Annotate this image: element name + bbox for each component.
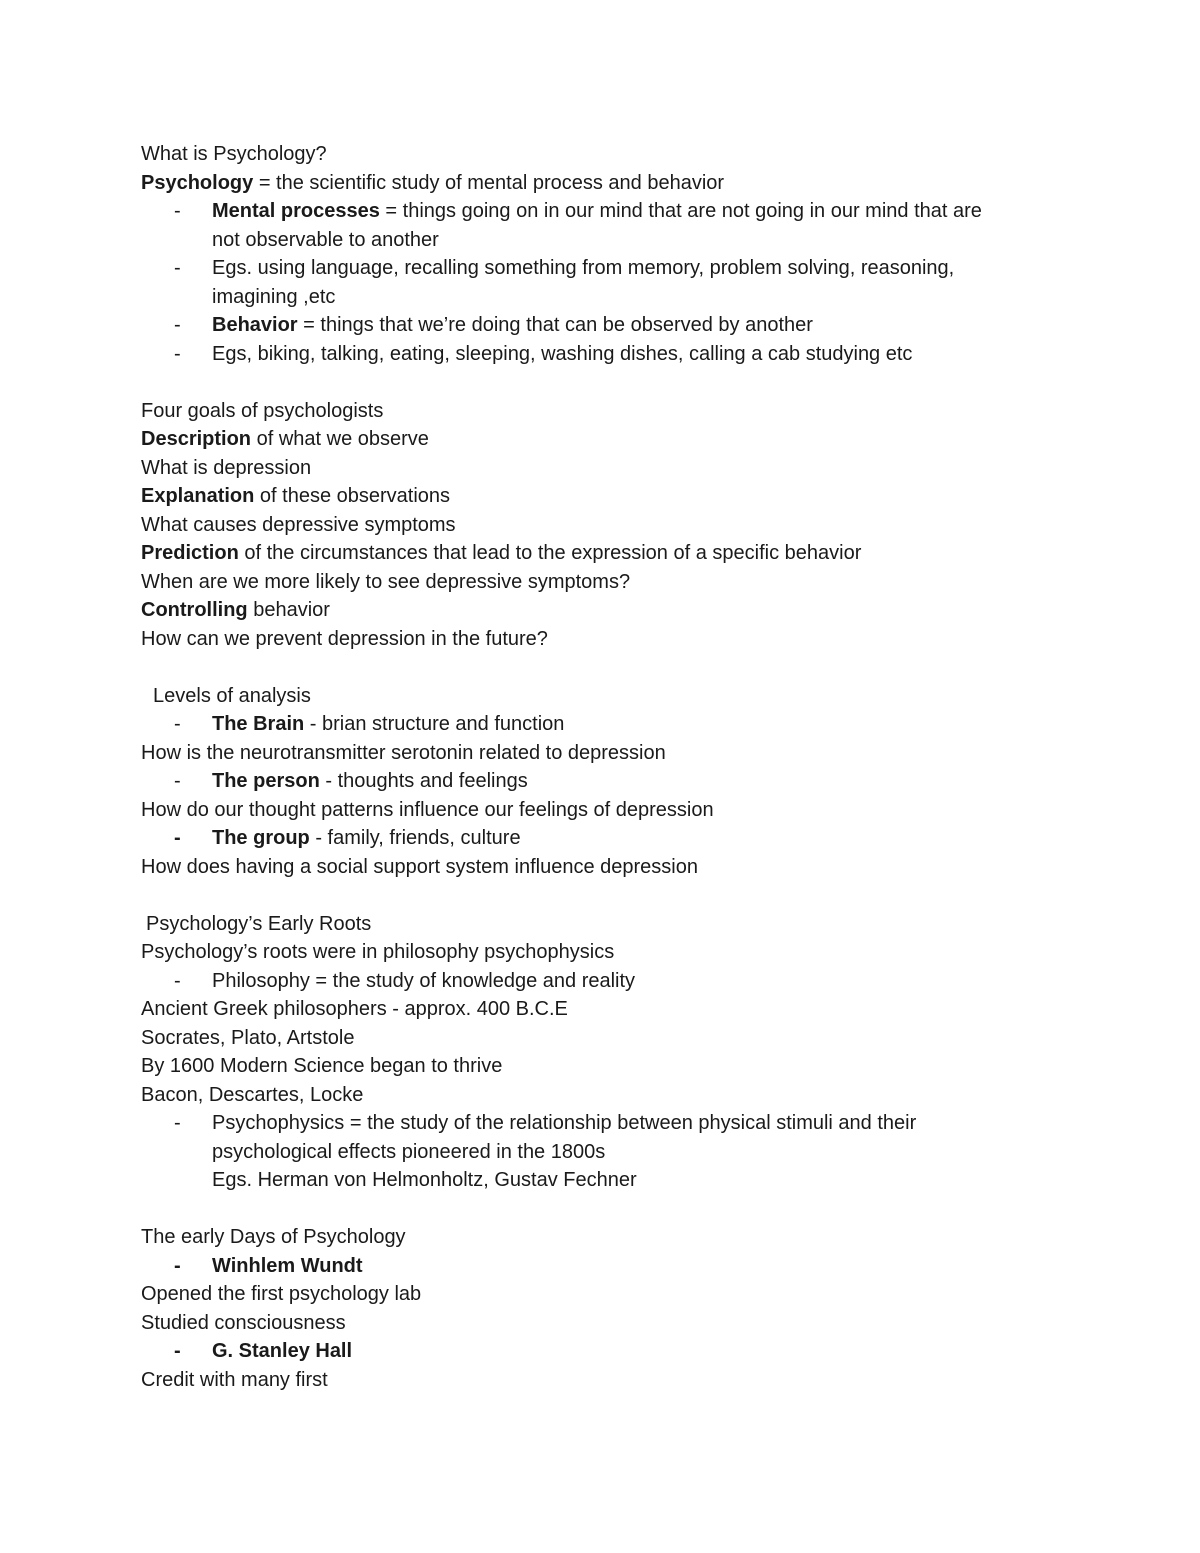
text-line: Bacon, Descartes, Locke [141, 1083, 364, 1106]
bullet-continuation: psychological effects pioneered in the 1800s [212, 1140, 606, 1163]
text-line: By 1600 Modern Science began to thrive [141, 1055, 503, 1077]
text-line: Ancient Greek philosophers - approx. 400 B.C.E [141, 998, 568, 1020]
term-bold: Explanation [141, 485, 255, 507]
bullet-text: Egs. using language, recalling something from memory, problem solving, reasoning, [212, 257, 955, 279]
bullet-item [141, 1109, 1061, 1195]
bullet-item [141, 311, 1061, 340]
section-heading: Levels of analysis [153, 684, 311, 707]
bullet-text: Philosophy = the study of knowledge and reality [212, 969, 636, 992]
level-question: How is the neurotransmitter serotonin related to depression [141, 741, 666, 764]
goal-line [141, 596, 1061, 625]
text-line: Opened the first psychology lab [141, 1283, 422, 1305]
bullet-text: = things that we’re doing that can be observed by another [297, 314, 813, 336]
bullet-text: - brian structure and function [304, 713, 565, 735]
spacer [141, 653, 1061, 682]
goal-question: How can we prevent depression in the future? [141, 627, 548, 650]
bullet-item [141, 710, 1061, 739]
dash-marker: - [174, 342, 181, 365]
bullet-continuation: Egs. Herman von Helmonholtz, Gustav Fechner [212, 1169, 637, 1191]
goal-text: behavior [247, 599, 330, 621]
goal-text: of what we observe [251, 428, 429, 450]
goal-text: of these observations [254, 485, 451, 507]
goal-line [141, 539, 1061, 568]
goal-question: What causes depressive symptoms [141, 513, 456, 536]
section-heading: Psychology’s Early Roots [146, 912, 372, 935]
level-question: How does having a social support system influence depression [141, 855, 698, 878]
document-body [141, 140, 1061, 1394]
term-bold: Mental processes [212, 200, 380, 222]
dash-marker: - [174, 1112, 181, 1134]
goal-question: When are we more likely to see depressive symptoms? [141, 570, 631, 593]
text-line: Studied consciousness [141, 1311, 346, 1334]
person-name: G. Stanley Hall [212, 1340, 353, 1362]
term-bold: Prediction [141, 542, 239, 564]
bullet-item [141, 197, 1061, 254]
dash-marker: - [174, 713, 181, 735]
bullet-continuation: imagining ,etc [212, 285, 336, 308]
person-name: Winhlem Wundt [212, 1254, 363, 1277]
goal-text: of the circumstances that lead to the expression of a specific behavior [238, 542, 862, 564]
term-bold: Controlling [141, 599, 248, 621]
level-question: How do our thought patterns influence our feelings of depression [141, 798, 714, 821]
dash-marker: - [174, 1254, 181, 1277]
section-heading: What is Psychology? [141, 143, 327, 165]
spacer [141, 1195, 1061, 1224]
bullet-item [141, 340, 1061, 369]
term-bold: The person [212, 770, 320, 792]
bullet-text: - family, friends, culture [309, 827, 521, 849]
bullet-text: = things going on in our mind that are not going in our mind that are [379, 200, 982, 222]
bullet-item [141, 967, 1061, 996]
section-heading: Four goals of psychologists [141, 399, 384, 422]
text-line: Credit with many first [141, 1368, 328, 1391]
definition-text: = the scientific study of mental process and behavior [253, 171, 725, 194]
bullet-item [141, 767, 1061, 796]
dash-marker: - [174, 257, 181, 279]
term-bold: Behavior [212, 314, 298, 336]
bullet-continuation: not observable to another [212, 228, 439, 251]
term-bold: The Brain [212, 713, 305, 735]
spacer [141, 881, 1061, 910]
dash-marker: - [174, 770, 181, 792]
bullet-item [141, 1252, 1061, 1281]
dash-marker: - [174, 969, 181, 992]
spacer [141, 368, 1061, 397]
term-bold: The group [212, 827, 310, 849]
text-line: Psychology’s roots were in philosophy psychophysics [141, 941, 615, 963]
goal-question: What is depression [141, 456, 312, 479]
term-bold: Psychology [141, 171, 254, 194]
bullet-text: - thoughts and feelings [319, 770, 528, 792]
section-heading: The early Days of Psychology [141, 1226, 406, 1248]
bullet-item [141, 254, 1061, 311]
definition-line [141, 169, 1061, 198]
bullet-item [141, 1337, 1061, 1366]
dash-marker: - [174, 827, 181, 849]
goal-line [141, 482, 1061, 511]
dash-marker: - [174, 1340, 181, 1362]
bullet-text: Psychophysics = the study of the relationship between physical stimuli and their [212, 1112, 917, 1134]
bullet-item [141, 824, 1061, 853]
text-line: Socrates, Plato, Artstole [141, 1026, 355, 1049]
goal-line [141, 425, 1061, 454]
dash-marker: - [174, 314, 181, 336]
bullet-text: Egs, biking, talking, eating, sleeping, washing dishes, calling a cab studying etc [212, 342, 913, 365]
term-bold: Description [141, 428, 252, 450]
dash-marker: - [174, 200, 181, 222]
